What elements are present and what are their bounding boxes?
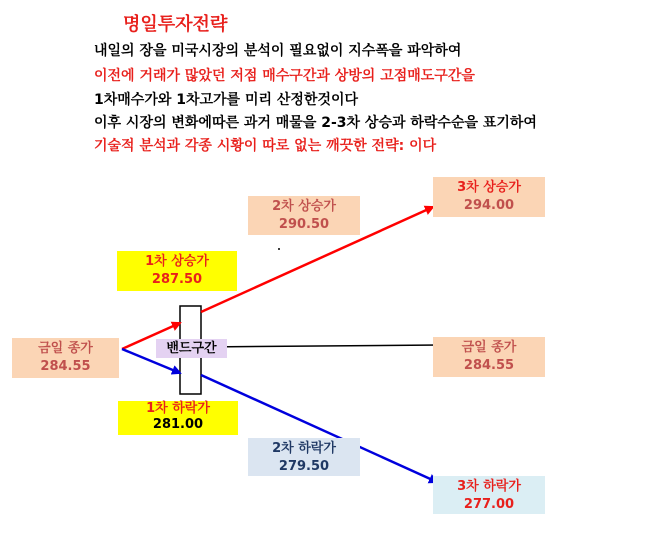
close-right-value: 284.55 xyxy=(463,358,515,373)
description-line-4: 이후 시장의 변화에따른 과거 매물을 2-3차 상승과 하락수순을 표기하여 xyxy=(94,115,537,131)
band-label: 밴드구간 xyxy=(156,339,227,358)
dot-mark xyxy=(278,248,280,250)
close-left-label: 금일 종가 xyxy=(38,341,93,356)
down2-label: 2차 하락가 xyxy=(272,441,336,456)
description-line-3: 1차매수가와 1차고가를 미리 산정한것이다 xyxy=(94,92,359,108)
down3-box xyxy=(433,476,545,514)
page-title: 명일투자전략 xyxy=(123,14,228,35)
up3-value: 294.00 xyxy=(463,198,515,213)
down1-value: 281.00 xyxy=(152,417,204,432)
description-line-2: 이전에 거래가 많았던 저점 매수구간과 상방의 고점매도구간을 xyxy=(94,68,475,84)
up1-box xyxy=(117,251,237,291)
down2-value: 279.50 xyxy=(278,459,330,474)
up2-box xyxy=(248,196,360,235)
close-left-value: 284.55 xyxy=(40,359,91,374)
up3-label: 3차 상승가 xyxy=(457,180,521,195)
up2-label: 2차 상승가 xyxy=(272,199,336,214)
close-right-label: 금일 종가 xyxy=(461,340,517,355)
down1-box xyxy=(118,401,238,435)
down3-value: 277.00 xyxy=(463,497,515,512)
down3-label: 3차 하락가 xyxy=(457,479,521,494)
close-left-box xyxy=(12,338,119,378)
up3-box xyxy=(433,177,545,217)
center-line xyxy=(200,345,440,347)
up2-value: 290.50 xyxy=(278,217,330,232)
down1-label: 1차 하락가 xyxy=(146,401,210,416)
description-line-5: 기술적 분석과 각종 시황이 따로 없는 깨끗한 전략: 이다 xyxy=(94,138,437,154)
close-right-box xyxy=(433,337,545,377)
up1-label: 1차 상승가 xyxy=(145,254,209,269)
down2-box xyxy=(248,438,360,476)
up1-value: 287.50 xyxy=(151,272,203,287)
description-line-1: 내일의 장을 미국시장의 분석이 필요없이 지수폭을 파악하여 xyxy=(94,43,462,59)
